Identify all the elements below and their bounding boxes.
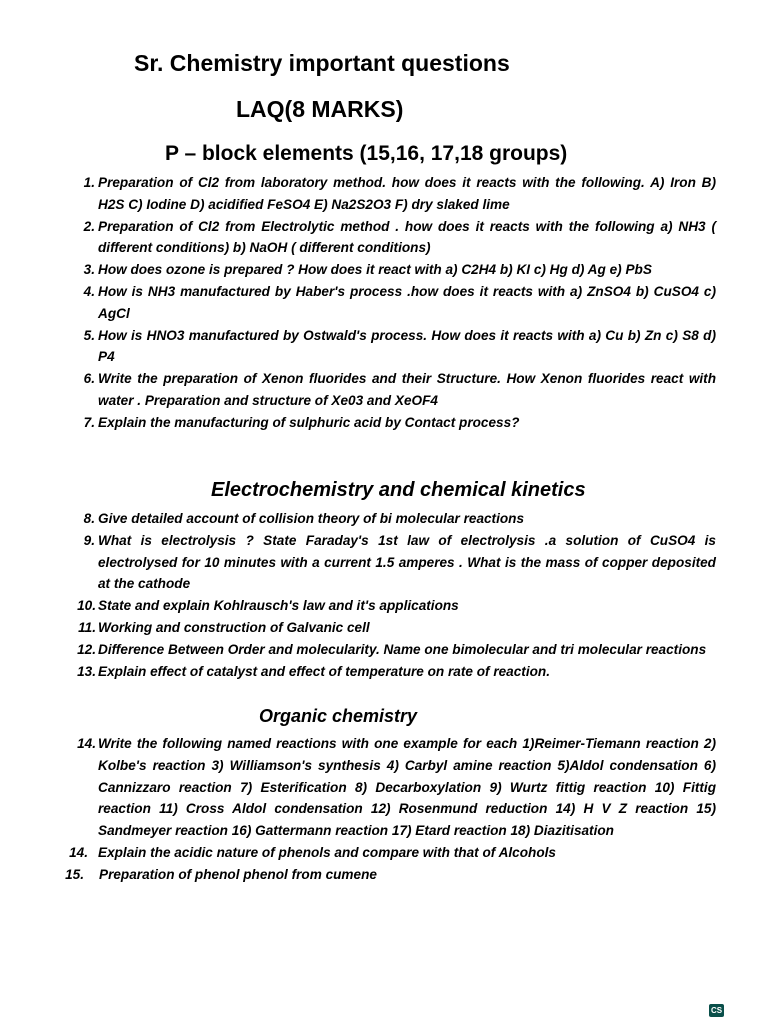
section-heading-p-block: P – block elements (15,16, 17,18 groups) — [165, 142, 568, 165]
question-item — [60, 842, 716, 864]
question-number: 6. — [83, 371, 95, 387]
section-heading-organic: Organic chemistry — [259, 706, 418, 726]
question-item — [60, 595, 716, 617]
question-text: How does ozone is prepared ? How does it react with a) C2H4 b) KI c) Hg d) Ag e) PbS — [98, 262, 652, 278]
question-text: How is NH3 manufactured by Haber's process .how does it reacts with a) ZnSO4 b) CuSO4 c) AgCl — [98, 283, 716, 321]
question-item — [60, 216, 716, 260]
question-text: Give detailed account of collision theory of bi molecular reactions — [98, 511, 525, 526]
question-text: Preparation of Cl2 from laboratory method. how does it reacts with the following. A) Iron B) H2S C) Iodine D) acidified FeSO4 E) Na2S2O3 F) dry slaked lime — [98, 175, 716, 212]
question-text: Difference Between Order and molecularity. Name one bimolecular and tri molecular reactions — [98, 641, 707, 657]
question-item — [60, 259, 716, 281]
question-number: 2. — [83, 218, 95, 234]
page-subtitle: LAQ(8 MARKS) — [236, 96, 404, 122]
question-number: 8. — [83, 511, 95, 526]
question-number: 3. — [83, 262, 95, 278]
question-number: 11. — [78, 619, 96, 635]
question-text: Explain the manufacturing of sulphuric acid by Contact process? — [98, 414, 520, 430]
question-item — [60, 639, 716, 661]
question-text: Preparation of phenol phenol from cumene — [99, 866, 377, 882]
question-list-p-block — [60, 172, 716, 434]
question-item — [60, 281, 716, 325]
question-item — [60, 325, 716, 369]
question-item — [60, 412, 716, 434]
question-text: State and explain Kohlrausch's law and it's applications — [98, 598, 459, 614]
question-number: 9. — [83, 532, 95, 548]
question-number: 1. — [83, 175, 95, 190]
question-text: Preparation of Cl2 from Electrolytic method . how does it reacts with the following a) NH3 ( different conditions) b) NaOH ( different conditions) — [98, 218, 716, 256]
question-text: Explain effect of catalyst and effect of temperature on rate of reaction. — [98, 663, 550, 679]
question-number: 4. — [83, 283, 95, 299]
question-text: What is electrolysis ? State Faraday's 1st law of electrolysis .a solution of CuSO4 is electrolysed for 10 minutes with a current 1.5 amperes . What is the mass of copper deposited at the cathode — [98, 532, 716, 592]
section-heading-electrochemistry: Electrochemistry and chemical kinetics — [211, 479, 586, 501]
question-number: 15. — [65, 866, 84, 882]
question-text: Write the following named reactions with one example for each 1)Reimer-Tiemann reaction 2) Kolbe's reaction 3) Williamson's synthesis 4) Carbyl amine reaction 5)Aldol condensation 6) Cannizzaro reaction 7) Esterification 8) Decarboxylation 9) Wurtz fittig reaction 10) Fittig reaction 11) Cross Aldol condensation 12) Rosenmund reduction 14) H V Z reaction 15) Sandmeyer reaction 16) Gattermann reaction 17) Etard reaction 18) Diazitisation — [98, 736, 716, 839]
question-number: 14. — [77, 736, 96, 751]
page-title: Sr. Chemistry important questions — [134, 50, 510, 76]
question-item — [60, 508, 716, 530]
question-number: 7. — [83, 414, 95, 430]
question-number: 14. — [69, 844, 88, 860]
question-list-electrochemistry — [60, 508, 716, 682]
question-item — [60, 733, 716, 842]
question-number: 5. — [83, 327, 95, 343]
question-number: 13. — [77, 663, 96, 679]
question-text: Write the preparation of Xenon fluorides and their Structure. How Xenon fluorides react with water . Preparation and structure of Xe03 and XeOF4 — [98, 371, 716, 408]
question-number: 10. — [77, 598, 96, 614]
question-item — [60, 172, 716, 216]
question-number: 12. — [77, 641, 96, 657]
question-item — [60, 368, 716, 412]
question-item — [60, 617, 716, 639]
question-item — [53, 864, 716, 886]
question-item — [60, 661, 716, 683]
question-item — [60, 530, 716, 595]
question-list-organic — [60, 733, 716, 886]
camscanner-logo: CS — [710, 1006, 723, 1015]
question-text: Working and construction of Galvanic cell — [98, 619, 370, 635]
question-text: How is HNO3 manufactured by Ostwald's process. How does it reacts with a) Cu b) Zn c) S8 d) P4 — [98, 327, 716, 365]
question-text: Explain the acidic nature of phenols and compare with that of Alcohols — [98, 844, 556, 860]
